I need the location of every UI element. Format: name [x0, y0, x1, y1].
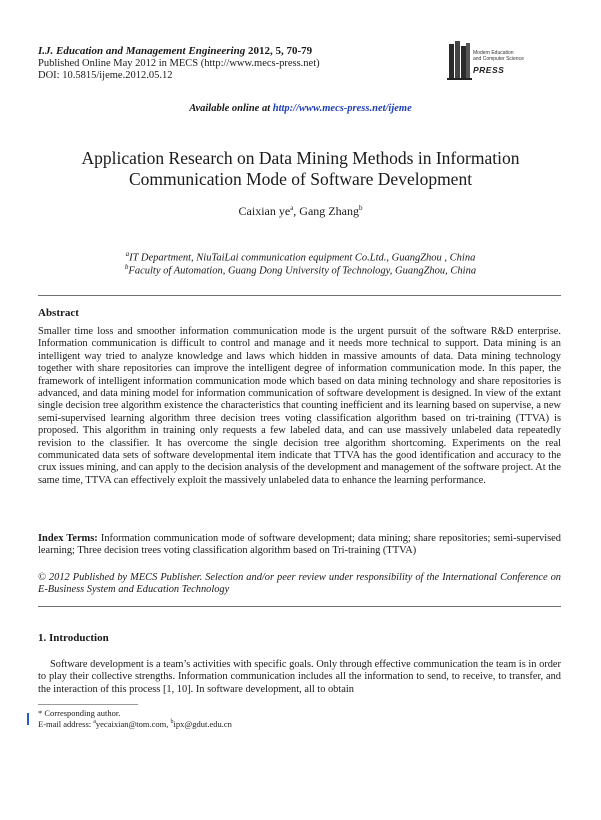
footnote-rule	[38, 704, 138, 705]
title-line-1: Application Research on Data Mining Methods in Information	[81, 148, 520, 168]
margin-marker	[27, 713, 29, 725]
author-2: Gang Zhang	[299, 204, 359, 218]
books-logo-icon	[447, 38, 473, 84]
index-terms	[38, 533, 561, 558]
affiliation-b-text: Faculty of Automation, Guang Dong University of Technology, GuangZhou, China	[128, 265, 477, 277]
email-b-link[interactable]: ipx@gdut.edu.cn	[173, 718, 232, 729]
journal-header	[38, 45, 312, 57]
index-terms-text: Information communication mode of software development; data mining; share repositories; semi-supervised learning; Three decision trees voting classification algorithm based on Tri-training (TTVA)	[38, 533, 561, 557]
author-1-mark: a	[290, 204, 294, 212]
abstract-heading: Abstract	[38, 307, 79, 319]
authors	[0, 204, 601, 219]
publisher-press: PRESS	[473, 65, 505, 75]
introduction-text: Software development is a team’s activities with specific goals. Only through effective communication the team is in order to play their collective strengths. Information communication includes all the information to send, to receive, to transfer, and the interaction of this process [1, 10]. In software development, all to obtain	[38, 659, 561, 695]
available-online	[0, 103, 601, 114]
email-footnote	[38, 717, 232, 729]
corresponding-author-note: * Corresponding author.	[38, 708, 121, 718]
affiliation-b	[0, 261, 601, 278]
abstract-bottom-rule	[38, 606, 561, 607]
author-separator: ,	[293, 204, 300, 218]
brand-line-1: Modern Education	[473, 50, 514, 56]
journal-volume: 2012, 5, 70-79	[247, 45, 313, 57]
published-online: Published Online May 2012 in MECS (http://www.mecs-press.net)	[38, 58, 320, 69]
affiliation-a-text: IT Department, NiuTaiLai communication equipment Co.Ltd., GuangZhou , China	[129, 252, 476, 264]
available-prefix: Available online at	[189, 103, 273, 114]
title-line-2: Communication Mode of Software Development	[128, 169, 473, 189]
copyright-notice: © 2012 Published by MECS Publisher. Selection and/or peer review under responsibility of the International Conference on E-Business System and Education Technology	[38, 572, 561, 596]
brand-line-2: and Computer Science	[473, 55, 524, 62]
author-1: Caixian ye	[238, 204, 291, 218]
abstract-text: Smaller time loss and smoother information communication mode is the urgent pursuit of the software R&D enterprise. Information communication is difficult to control and manage and it needs more technical to support. Data mining is an intelligent way tried to analyze knowledge and laws which hidden in massive amounts of data. Data mining technology together with share repositories can improve the intelligent degree of information communication mode. In this paper, the framework of intelligent information communication mode which based on data mining technology and share repositories is advanced, and data mining model for information communication of software development is designed. In view of the extant single decision tree algorithm existence the characteristics that counting inefficient and its learning based on supervise, a new semi-supervised learning algorithm three decision trees voting classification algorithm based on tri-training (TTVA) is proposed. This algorithm in training only requests a few labeled data, and can use massively unlabeled data repeatedly revision to the classifier. It has overcome the single decision tree algorithm shortcoming. Experiments on the real communicated data sets of software developmental item indicate that TTVA has the good identification and accuracy to the crux issues mining, and can apply to the decision analysis of the development and management of the software project. At the same time, TTVA can effectively exploit the massively unlabeled data to enhance the learning performance.	[38, 326, 561, 486]
doi: DOI: 10.5815/ijeme.2012.05.12	[38, 70, 173, 81]
email-prefix: E-mail address:	[38, 718, 94, 729]
journal-name: I.J. Education and Management Engineering	[38, 45, 246, 57]
paper-title	[40, 148, 561, 190]
email-a-mark: a	[93, 719, 96, 725]
index-terms-label: Index Terms:	[38, 533, 98, 544]
journal-url-link[interactable]: http://www.mecs-press.net/ijeme	[272, 103, 412, 114]
email-a-link[interactable]: yecaixian@tom.com,	[95, 718, 171, 729]
abstract-top-rule	[38, 295, 561, 296]
introduction-heading: 1. Introduction	[38, 632, 109, 644]
affiliation-a-mark: a	[125, 250, 130, 258]
affiliation-b-mark: b	[124, 263, 129, 271]
publisher-logo	[447, 38, 562, 86]
author-2-mark: b	[358, 204, 363, 212]
email-b-mark: b	[170, 719, 174, 725]
publisher-brand	[473, 51, 524, 62]
